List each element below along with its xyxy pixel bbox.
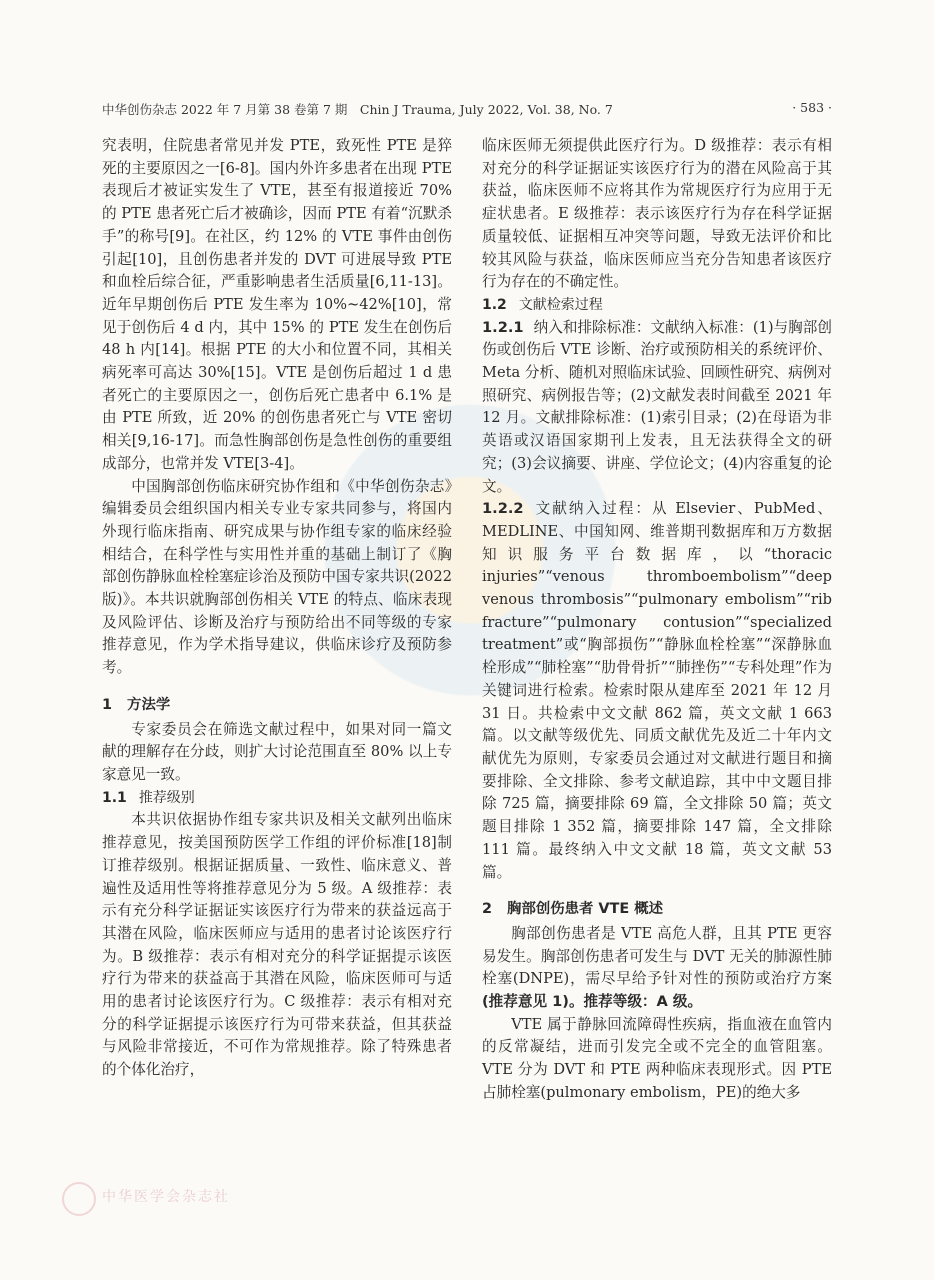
left-column [102, 135, 452, 1082]
seal-icon [62, 1182, 96, 1216]
paragraph: 专家委员会在筛选文献过程中，如果对同一篇文献的理解存在分歧，则扩大讨论范围直至 80% 以上专家意见一致。 [102, 720, 452, 783]
section-number: 2 [482, 901, 493, 918]
right-column [482, 135, 832, 1105]
paragraph: 究表明，住院患者常见并发 PTE，致死性 PTE 是猝死的主要原因之一[6-8]。国内外许多患者在出现 PTE 表现后才被证实发生了 VTE，甚至有报道接近 70% 的 PTE 患者死亡后才被确诊，因而 PTE 有着“沉默杀手”的称号[9]。在社区，约 12% 的 VTE 事件由创伤引起[10]，且创伤患者并发的 DVT 可进展导致 PTE 和血栓后综合征，严重影响患者生活质量[6,11-13]。近年早期创伤后 PTE 发生率为 10%~42%[10]，常见于创伤后 4 d 内，其中 15% 的 PTE 发生在创伤后 48 h 内[14]。根据 PTE 的大小和位置不同，其相关病死率可高达 30%[15]。VTE 是创伤后超过 1 d 患者死亡的主要原因之一，创伤后死亡患者中 6.1% 是由 PTE 所致，近 20% 的创伤患者死亡与 VTE 密切相关[9,16-17]。而急性胸部创伤是急性创伤的重要组成部分，也常并发 VTE[3-4]。 [102, 137, 452, 472]
subsection-number: 1.1 [102, 789, 127, 806]
subsection-title: 推荐级别 [138, 789, 195, 806]
paragraph: 本共识依据协作组专家共识及相关文献列出临床推荐意见，按美国预防医学工作组的评价标准[18]制订推荐级别。根据证据质量、一致性、临床意义、普遍性及适用性等将推荐意见分为 5 级。A 级推荐：表示有充分科学证据证实该医疗行为带来的获益远高于其潜在风险，临床医师应与适用的患者讨论该医疗行为。B 级推荐：表示有相对充分的科学证据提示该医疗行为带来的获益高于其潜在风险，临床医师可与适用的患者讨论该医疗行为。C 级推荐：表示有相对充分的科学证据提示该医疗行为可带来获益，但其获益与风险非常接近，不可作为常规推荐。除了特殊患者的个体化治疗， [102, 811, 452, 1079]
subsubsection-number: 1.2.2 [482, 500, 524, 518]
publisher-logo [62, 1180, 422, 1216]
section-heading-overview [482, 898, 832, 921]
subsection-number: 1.2 [482, 296, 507, 313]
page-number: · 583 · [792, 100, 832, 115]
section-number: 1 [102, 696, 113, 713]
subsection-heading [482, 294, 832, 317]
paragraph: 1.2.2 文献纳入过程：从 Elsevier、PubMed、MEDLINE、中国知网、维普期刊数据库和万方数据知识服务平台数据库，以“thoracic injuries”“venous thromboembolism”“deep venous thrombosis”“pulmonary embolism”“rib fracture”“pulmonary contusion”“specialized treatment”或“胸部损伤”“静脉血栓栓塞”“深静脉血栓形成”“肺栓塞”“肋骨骨折”“肺挫伤”“专科处理”作为关键词进行检索。检索时限从建库至 2021 年 12 月 31 日。共检索中文文献 862 篇，英文文献 1 663 篇。以文献等级优先、同质文献优先及近二十年内文献优先为原则，专家委员会通过对文献进行题目和摘要排除、全文排除、参考文献追踪，其中中文题目排除 725 篇，摘要排除 69 篇，全文排除 50 篇；英文题目排除 1 352 篇，摘要排除 147 篇，全文排除 111 篇。最终纳入中文文献 18 篇，英文文献 53 篇。 [482, 500, 832, 881]
section-title: 胸部创伤患者 VTE 概述 [507, 901, 663, 918]
paragraph: 中国胸部创伤临床研究协作组和《中华创伤杂志》编辑委员会组织国内相关专业专家共同参与，将国内外现行临床指南、研究成果与协作组专家的临床经验相结合，在科学性与实用性并重的基础上制订了《胸部创伤静脉血栓栓塞症诊治及预防中国专家共识(2022 版)》。本共识就胸部创伤相关 VTE 的特点、临床表现及风险评估、诊断及治疗与预防给出不同等级的专家推荐意见，作为学术指导建议，供临床诊疗及预防参考。 [102, 477, 452, 677]
paragraph: 临床医师无须提供此医疗行为。D 级推荐：表示有相对充分的科学证据证实该医疗行为的潜在风险高于其获益，临床医师不应将其作为常规医疗行为应用于无症状患者。E 级推荐：表示该医疗行为存在科学证据质量较低、证据相互冲突等问题，导致无法评价和比较其风险与获益，临床医师应当充分告知患者该医疗行为存在的不确定性。 [482, 137, 832, 291]
subsection-heading [102, 787, 452, 810]
journal-citation: 中华创伤杂志 2022 年 7 月第 38 卷第 7 期 Chin J Trauma, July 2022, Vol. 38, No. 7 [102, 102, 613, 117]
recommendation-level: (推荐意见 1)。推荐等级：A 级。 [482, 993, 703, 1011]
publisher-name: 中华医学会杂志社 [102, 1189, 230, 1205]
running-header [102, 100, 832, 120]
section-title: 方法学 [127, 696, 171, 713]
paragraph: 胸部创伤患者是 VTE 高危人群，且其 PTE 更容易发生。胸部创伤患者可发生与 DVT 无关的肺源性肺栓塞(DNPE)，需尽早给予针对性的预防或治疗方案(推荐意见 1)。推荐等级：A 级。 [482, 924, 832, 1011]
section-heading-methods [102, 694, 452, 717]
subsection-title: 文献检索过程 [518, 296, 603, 313]
subsubsection-number: 1.2.1 [482, 318, 524, 336]
paragraph: VTE 属于静脉回流障碍性疾病，指血液在血管内的反常凝结，进而引发完全或不完全的血管阻塞。VTE 分为 DVT 和 PTE 两种临床表现形式。因 PTE 占肺栓塞(pulmonary embolism，PE)的绝大多 [482, 1015, 832, 1101]
paragraph: 1.2.1 纳入和排除标准：文献纳入标准：(1)与胸部创伤或创伤后 VTE 诊断、治疗或预防相关的系统评价、Meta 分析、随机对照临床试验、回顾性研究、病例对照研究、病例报告等；(2)文献发表时间截至 2021 年 12 月。文献排除标准：(1)索引目录；(2)在母语为非英语或汉语国家期刊上发表，且无法获得全文的研究；(3)会议摘要、讲座、学位论文；(4)内容重复的论文。 [482, 318, 832, 495]
